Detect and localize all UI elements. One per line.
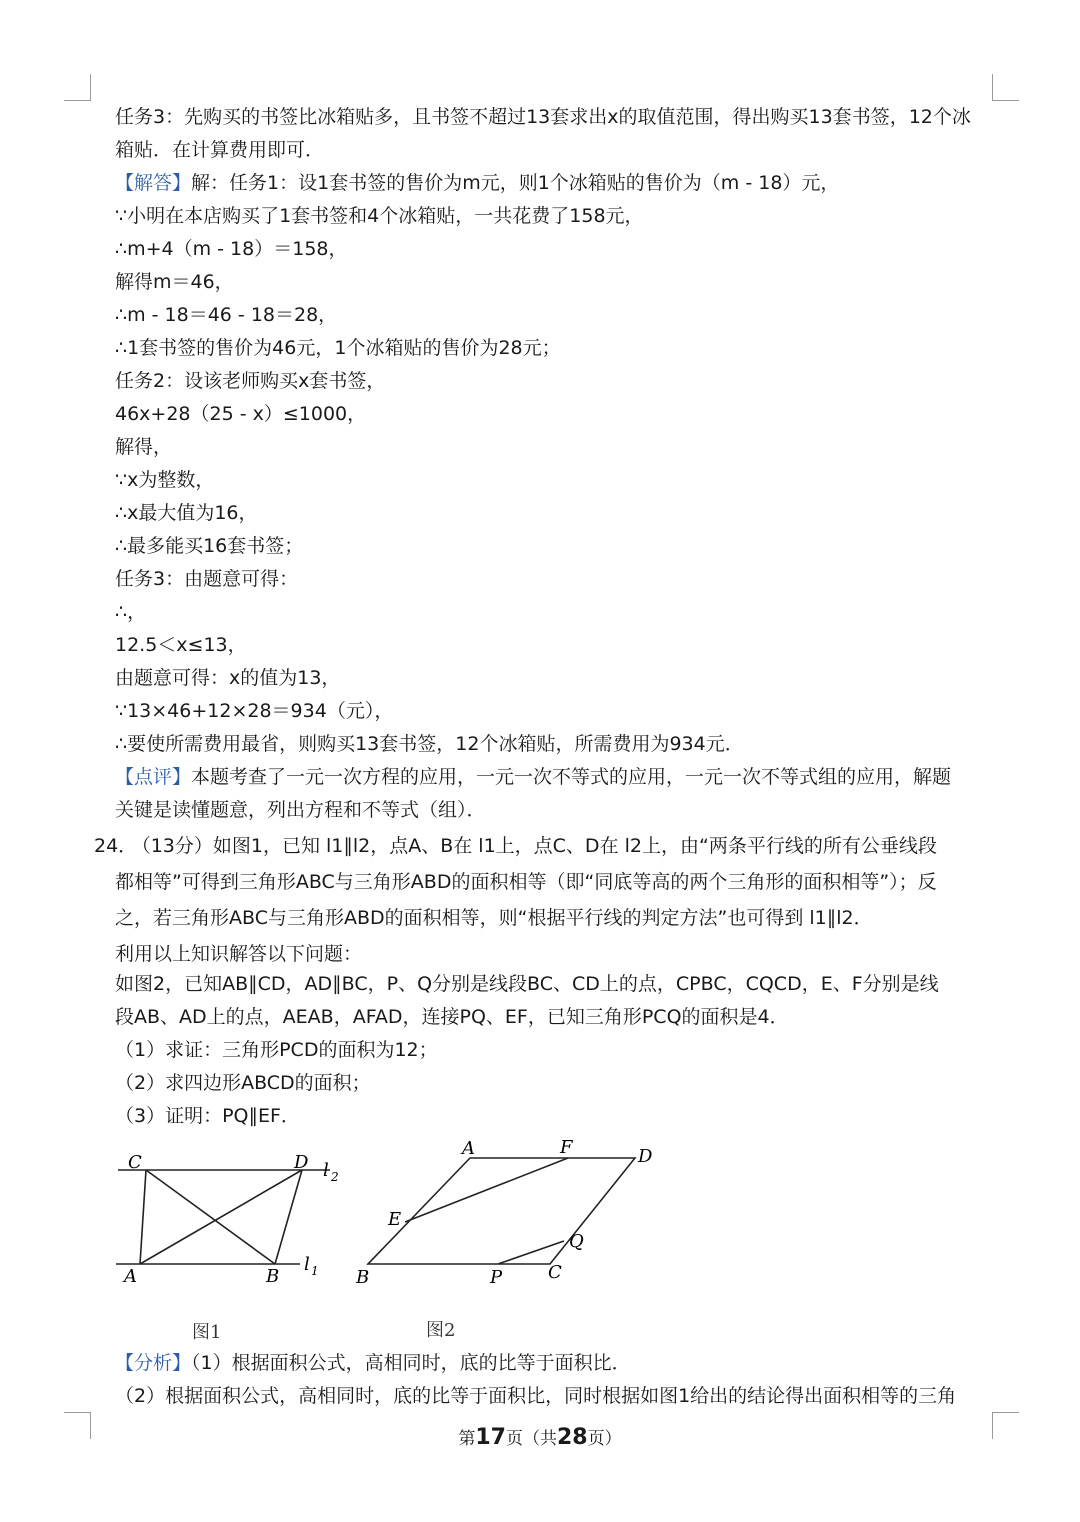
footer-pre: 第 <box>458 1429 476 1449</box>
footer-mid: 页（共 <box>506 1429 557 1449</box>
tagged-line <box>115 763 1000 791</box>
fig1-label-l2: l <box>323 1160 329 1181</box>
tagged-line <box>115 1349 1000 1377</box>
fig1-label-a: A <box>124 1266 137 1287</box>
text-line: 12.5＜x≤13， <box>115 634 247 656</box>
text-line: ∴m - 18＝46 - 18＝28， <box>115 304 338 326</box>
fig1-label-l2-sub: 2 <box>331 1170 339 1184</box>
crop-mark-top-left <box>64 74 91 101</box>
fig2-label-a: A <box>462 1138 475 1159</box>
line-text: 解：任务1：设1套书签的售价为m元，则1个冰箱贴的售价为（m - 18）元， <box>191 172 840 194</box>
text-line: （3）证明：PQ∥EF． <box>115 1105 300 1127</box>
footer-post: 页） <box>587 1429 622 1449</box>
text-line: 利用以上知识解答以下问题： <box>115 943 363 965</box>
text-line: （2）根据面积公式，高相同时，底的比等于面积比，同时根据如图1给出的结论得出面积相等的三角 <box>115 1385 957 1407</box>
text-line: 如图2，已知AB∥CD，AD∥BC，P、Q分别是线段BC、CD上的点，CPBC，CQCD，E、F分别是线 <box>115 973 939 995</box>
line-text: 本题考查了一元一次方程的应用，一元一次不等式的应用，一元一次不等式组的应用，解题 <box>191 766 952 788</box>
fig2-label-e: E <box>388 1209 402 1230</box>
text-line: ∴1套书签的售价为46元，1个冰箱贴的售价为28元； <box>115 337 561 359</box>
text-line: 解得， <box>115 436 173 458</box>
text-line: 46x+28（25 - x）≤1000， <box>115 403 367 425</box>
figure-2 <box>350 1136 660 1296</box>
text-line: （1）求证：三角形PCD的面积为12； <box>115 1039 438 1061</box>
text-line: 任务3：先购买的书签比冰箱贴多，且书签不超过13套求出x的取值范围，得出购买13套书签，12个冰 <box>115 106 971 128</box>
text-line: ∴x最大值为16， <box>115 502 258 524</box>
text-line: ∵小明在本店购买了1套书签和4个冰箱贴，一共花费了158元， <box>115 205 644 227</box>
fig1-label-d: D <box>294 1152 309 1173</box>
text-line: 段AB、AD上的点，AEAB，AFAD，连接PQ、EF，已知三角形PCQ的面积是4． <box>115 1006 789 1028</box>
fig2-label-f: F <box>560 1137 573 1158</box>
footer-page-number: 17 <box>475 1425 506 1450</box>
fig2-label-p: P <box>490 1267 503 1288</box>
figure-1 <box>110 1148 350 1298</box>
line-text: （1）根据面积公式，高相同时，底的比等于面积比． <box>191 1352 631 1374</box>
page-footer <box>0 1424 1080 1450</box>
fig2-label-b: B <box>356 1267 370 1288</box>
tagged-line <box>115 169 1000 197</box>
text-line: ∵13×46+12×28＝934（元）， <box>115 700 394 722</box>
crop-mark-top-right <box>992 74 1019 101</box>
text-line: 任务2：设该老师购买x套书签， <box>115 370 386 392</box>
text-line: 都相等”可得到三角形ABC与三角形ABD的面积相等（即“同底等高的两个三角形的面积相等”）；反 <box>115 871 937 893</box>
line-text: （13分）如图1，已知 l1∥l2，点A、B在 l1上，点C、D在 l2上，由“两条平行线的所有公垂线段 <box>141 835 937 857</box>
text-line: 关键是读懂题意，列出方程和不等式（组）． <box>115 799 486 821</box>
figure-1-caption: 图1 <box>192 1322 222 1343</box>
text-line: 箱贴．在计算费用即可． <box>115 139 325 161</box>
text-line: （2）求四边形ABCD的面积； <box>115 1072 371 1094</box>
text-line: ∴m+4（m - 18）＝158， <box>115 238 348 260</box>
fig1-label-l1: l <box>304 1254 310 1275</box>
fig2-label-d: D <box>638 1146 653 1167</box>
text-line: 由题意可得：x的值为13， <box>115 667 341 689</box>
fig1-label-b: B <box>266 1266 280 1287</box>
question-number: 24． <box>94 835 138 857</box>
text-line: 解得m＝46， <box>115 271 234 293</box>
text-line: ∴， <box>115 601 147 623</box>
footer-total-pages: 28 <box>557 1425 588 1450</box>
section-tag: 【点评】 <box>115 766 192 788</box>
text-line: 任务3：由题意可得： <box>115 568 299 590</box>
text-line: ∵x为整数， <box>115 469 215 491</box>
fig2-label-c: C <box>548 1262 562 1283</box>
text-line: 之，若三角形ABC与三角形ABD的面积相等，则“根据平行线的判定方法”也可得到 l1∥l2． <box>115 907 873 929</box>
text-line: ∴要使所需费用最省，则购买13套书签，12个冰箱贴，所需费用为934元． <box>115 733 744 755</box>
fig1-label-c: C <box>128 1152 142 1173</box>
section-tag: 【解答】 <box>115 172 192 194</box>
text-line: ∴最多能买16套书签； <box>115 535 304 557</box>
fig2-label-q: Q <box>569 1231 584 1252</box>
section-tag: 【分析】 <box>115 1352 192 1374</box>
fig1-label-l1-sub: 1 <box>311 1264 319 1278</box>
figure-2-caption: 图2 <box>426 1320 456 1341</box>
question-heading <box>94 832 979 860</box>
